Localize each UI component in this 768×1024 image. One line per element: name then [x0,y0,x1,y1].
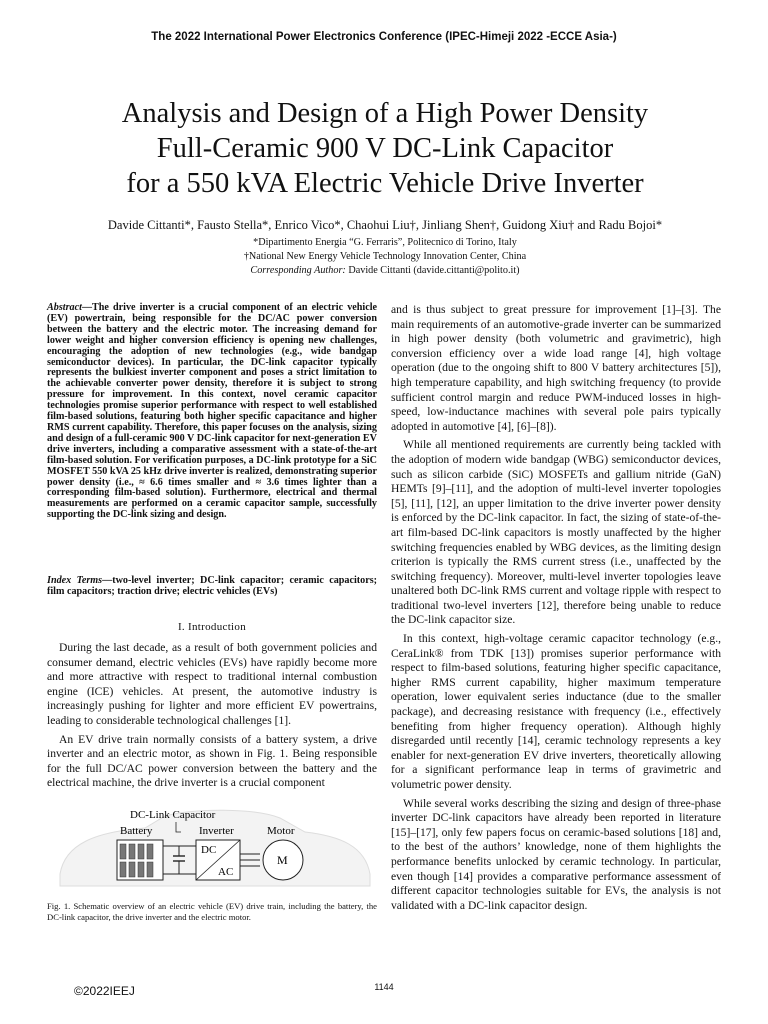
figure-ev-drivetrain [55,804,375,896]
abstract-text: —The drive inverter is a crucial component of an electric vehicle (EV) powertrain, being responsible for the DC/AC power conversion between the battery and the electric motor. The increasing demand for lower weight and higher conversion efficiency is opening new challenges, encouraging the adoption of new technologies (e.g., wide bandgap semiconductor devices). In particular, the DC-link capacitor typically represents the bulkiest inverter component and poses a strict limitation to the achievable converter power density, therefore it is subject to strong pressure for improvement. In this context, novel ceramic capacitor technologies promise superior performance with respect to well established film-based solutions, featuring both higher specific capacitance and higher RMS current capability. Therefore, this paper focuses on the analysis, sizing and design of a full-ceramic 900 V DC-link capacitor for next-generation EV drive inverters, including a comparative assessment with a state-of-the-art film-based solution. For verification purposes, a DC-link prototype for a SiC MOSFET 550 kVA 25 kHz drive inverter is realized, demonstrating superior power density (i.e., ≈ 6.6 times smaller and ≈ 3.6 times lighter than a corresponding film-based solution). Furthermore, electrical and thermal measurements are performed on a ceramic capacitor sample, successfully supporting the DC-link sizing and design. [47,302,377,521]
corresponding-author [20,265,750,276]
label-dc: DC [201,844,217,856]
affiliation-2: †National New Energy Vehicle Technology Innovation Center, China [243,251,527,262]
paragraph: and is thus subject to great pressure for improvement [1]–[3]. The main requirements of an automotive-grade inverter can be summarized in high power density (both volumetric and gravimetric), high conversion efficiency over a wide load range [4], high voltage operation (due to the ongoing shift to 800 V battery architectures [5]), high temperature capability, and high switching frequency (to provide sufficient control margin and reduce PWM-induced losses in high-speed, low-inductance machines with several pole pairs typically adopted in automotive [4], [6]–[8]). [391,303,721,433]
title-line-1: Analysis and Design of a High Power Density [121,98,649,129]
paragraph: While all mentioned requirements are currently being tackled with the adoption of modern wide bandgap (WBG) semiconductor devices, such as silicon carbide (SiC) MOSFETs and gallium nitride (GaN) HEMTs [9]–[11], and the adoption of multi-level inverter topologies [5], [11], [12], an upper limitation to the drive inverter power density is enforced by the DC-link capacitor. In fact, the sizing of state-of-the-art film-based DC-link capacitors is mostly unaffected by the higher switching frequencies enabled by WBG devices, as the limiting design criterion is typically the RMS current stress (i.e., unaffected by the switching frequency). Moreover, multi-level inverter topologies leave unaltered both DC-link RMS current and voltage ripple with respect to traditional two-level inverters [12], therefore being unable to reduce the DC-link capacitor size. [391,438,721,627]
title-line-3: for a 550 kVA Electric Vehicle Drive Inverter [126,168,644,199]
paragraph: In this context, high-voltage ceramic capacitor technology (e.g., CeraLink® from TDK [13]) promises superior performance with respect to film-based solutions, featuring higher specific capacitance, higher RMS current capability, higher maximum temperature operation, lower equivalent series inductance (due to the smaller package), and decreasing resistance with frequency (i.e., effectively benefiting from higher frequency operation). Although highly disregarded until recently [14], ceramic technology represents a key enabler for next-generation EV drive inverters, theoretically allowing for a significant performance leap in terms of gravimetric and volumetric power density. [391,632,721,791]
right-column-body [391,303,721,917]
abstract-label: Abstract [47,302,82,313]
title-line-2: Full-Ceramic 900 V DC-Link Capacitor [156,133,614,164]
paragraph: While several works describing the sizing and design of three-phase inverter DC-link capacitors have already been reported in literature [15]–[17], only few papers focus on ceramic-based solutions [18] and, to the best of the authors’ knowledge, none of them highlights the performance benefits unlocked by ceramic technology. In particular, even though [14] provides a comparative performance assessment of different capacitor technologies suitable for EVs, the analysis is not validated with a DC-link capacitor design. [391,796,721,912]
corresponding-text: Davide Cittanti (davide.cittanti@polito.it) [345,265,520,276]
paper-title [40,96,730,201]
conference-header: The 2022 International Power Electronics Conference (IPEC-Himeji 2022 -ECCE Asia-) [151,31,617,43]
copyright: ©2022IEEJ [74,984,135,998]
figure-caption: Fig. 1. Schematic overview of an electric vehicle (EV) drive train, including the battery, the DC-link capacitor, the drive inverter and the electric motor. [47,901,377,922]
affiliation-1: *Dipartimento Energia “G. Ferraris”, Politecnico di Torino, Italy [253,237,517,248]
index-terms-label: Index Terms [47,575,103,586]
abstract [47,303,377,521]
paragraph: During the last decade, as a result of both government policies and consumer demand, electric vehicles (EVs) have rapidly become more and more attractive with respect to traditional internal combustion engine (ICE) vehicles. At present, the automotive industry is increasingly pushing for lighter and more efficient EV powertrains, leading to considerable technological challenges [1]. [47,641,377,727]
label-dc-link-capacitor: DC-Link Capacitor [130,809,216,821]
label-inverter: Inverter [199,825,234,837]
section-heading-introduction: I. Introduction [177,621,247,633]
author-list: Davide Cittanti*, Fausto Stella*, Enrico Vico*, Chaohui Liu†, Jinliang Shen†, Guidong Xiu† and Radu Bojoi* [107,218,663,232]
corresponding-label: Corresponding Author: [250,265,346,276]
label-ac: AC [218,866,234,878]
left-column-body [47,641,377,795]
index-terms-text: —two-level inverter; DC-link capacitor; ceramic capacitors; film capacitors; traction drive; electric vehicles (EVs) [47,575,378,597]
index-terms [47,576,377,598]
page-number: 1144 [374,982,394,992]
label-motor: Motor [267,825,295,837]
label-m: M [277,853,288,867]
label-battery: Battery [120,825,153,837]
paragraph: An EV drive train normally consists of a battery system, a drive inverter and an electric motor, as shown in Fig. 1. Being responsible for the full DC/AC power conversion between the battery and the electrical machine, the drive inverter is a crucial component [47,732,377,790]
